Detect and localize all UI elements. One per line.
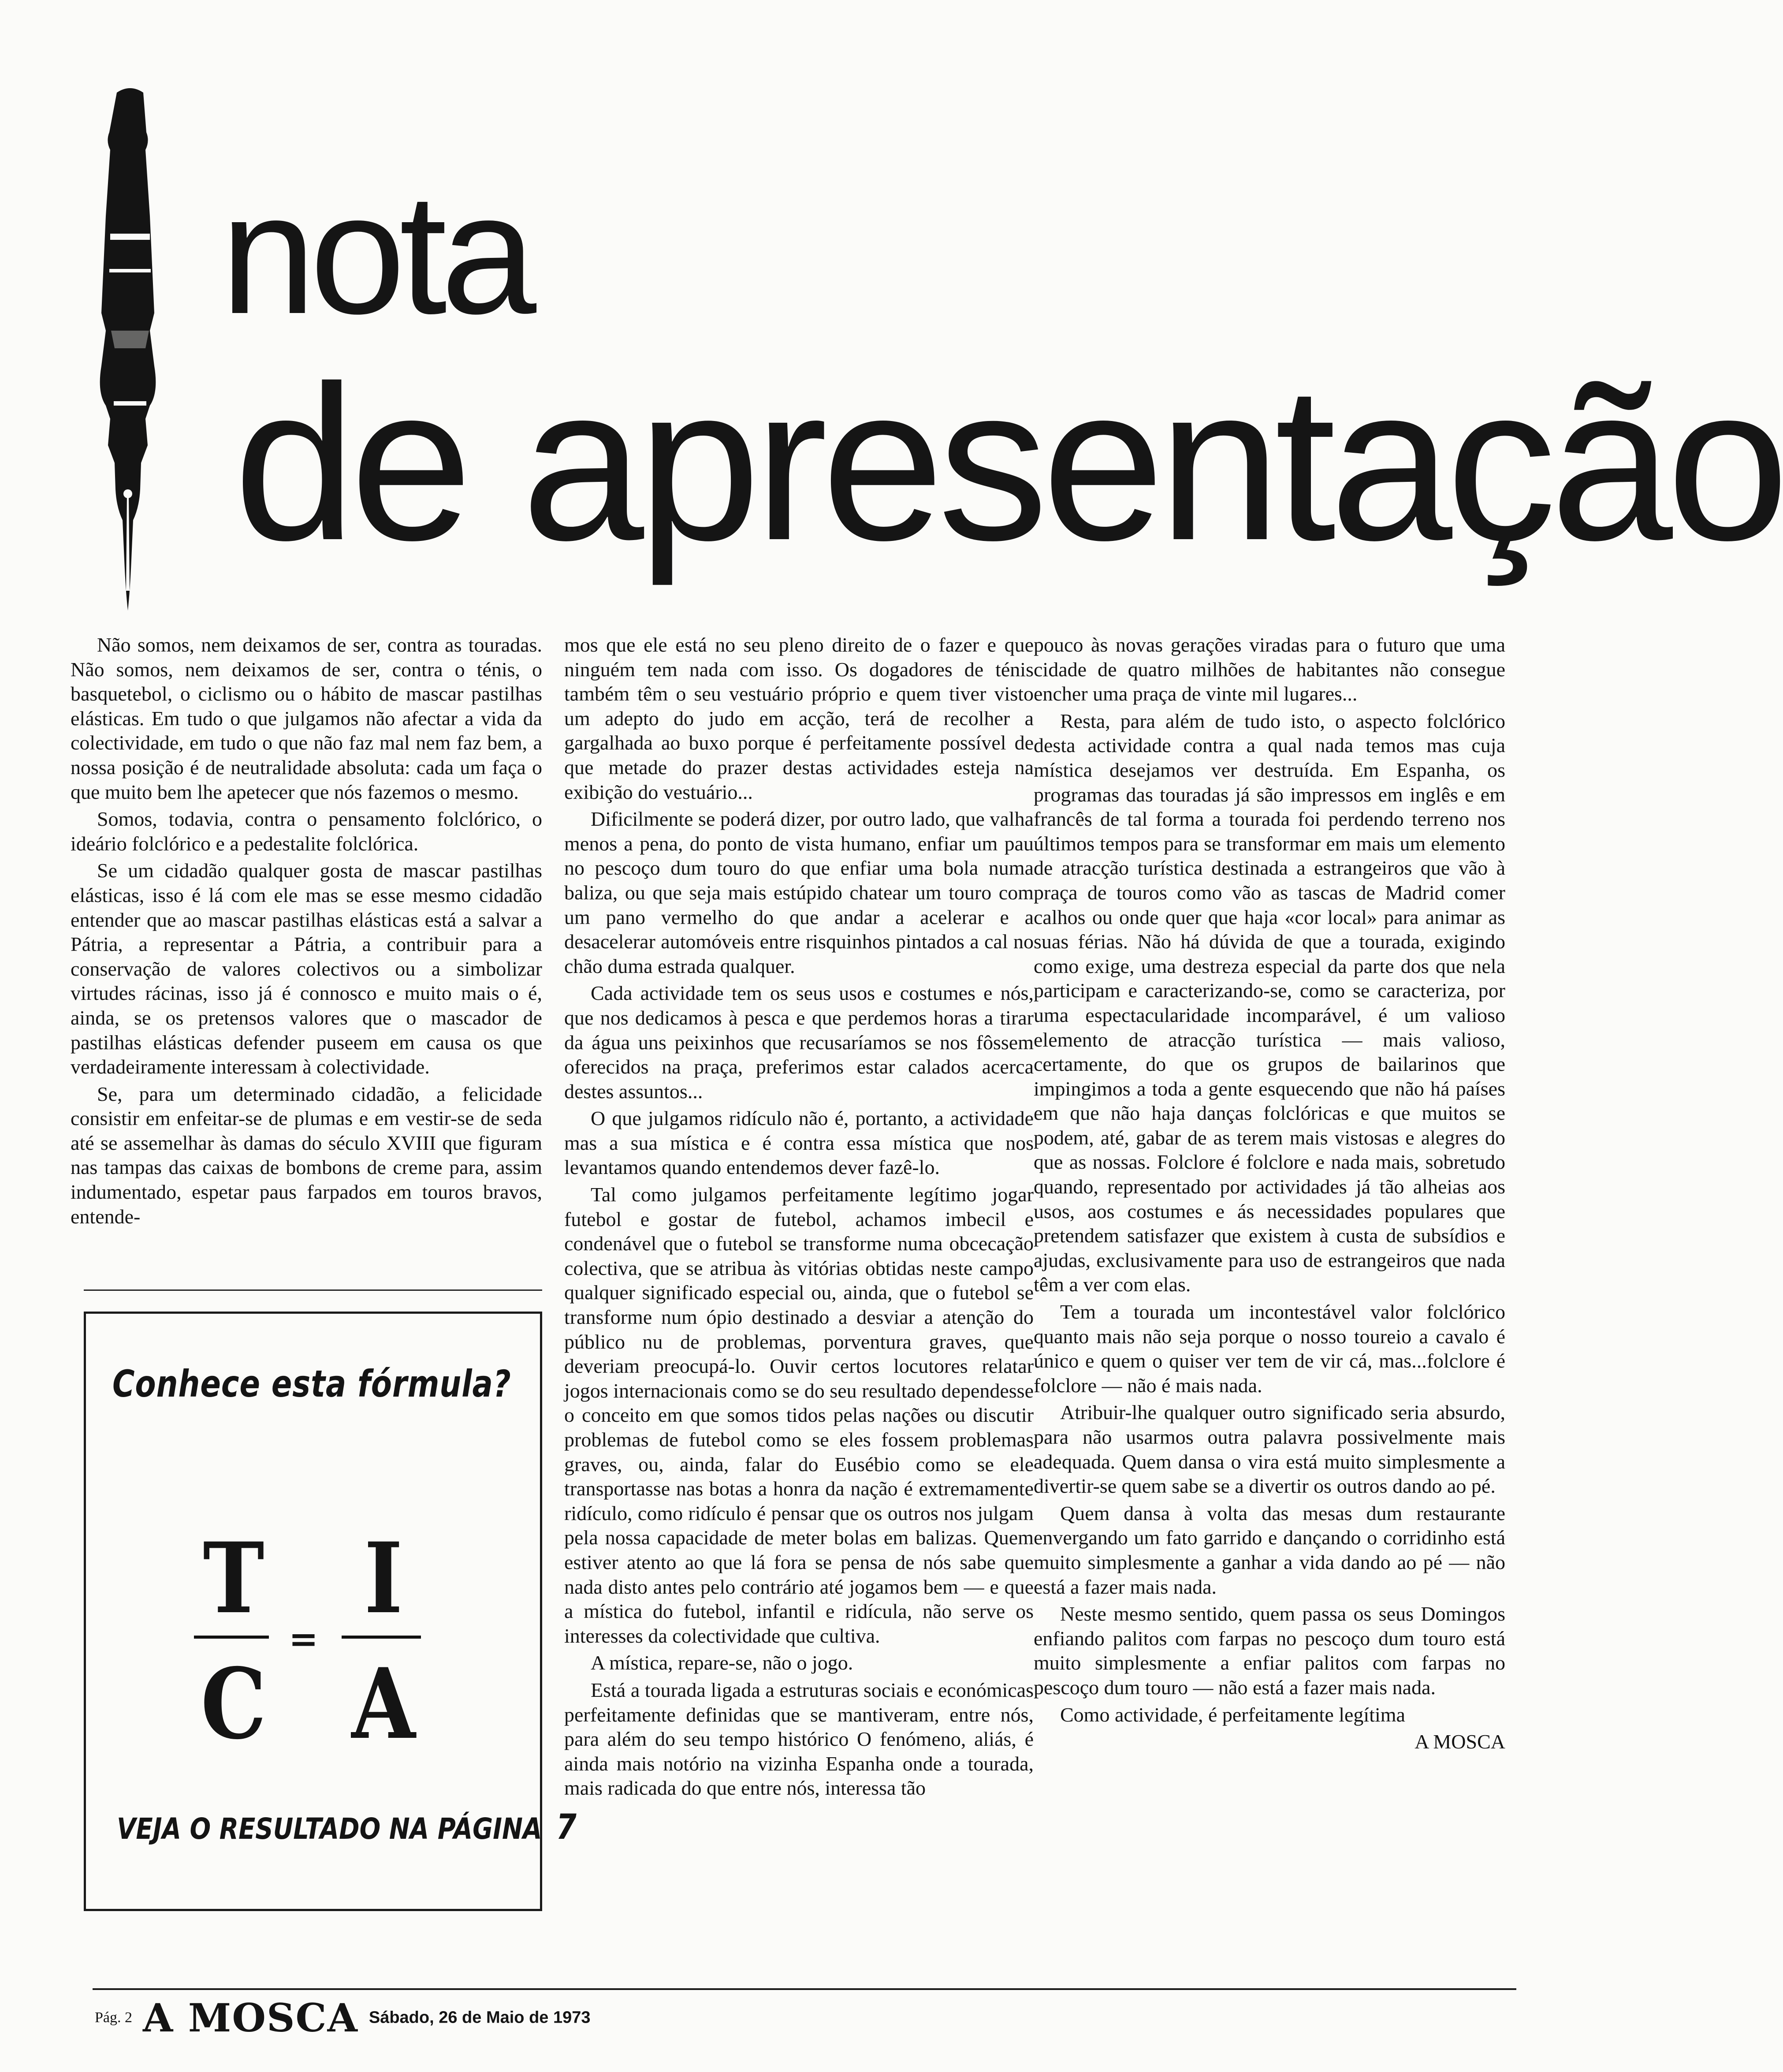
formula-numerator-left: T [203,1521,264,1635]
puzzle-question: Conhece esta fórmula? [112,1362,511,1405]
footer-rule [93,1988,1516,1990]
paragraph: Tal como julgamos perfeitamente legítimo jogar futebol e gostar de futebol, achamos imbecil e condenável que o futebol se transforme numa obcecação colectiva, que se atribua às vitórias obtidas neste campo qualquer significado especial ou, ainda, que o futebol se transforme num ópio destinado a desviar a atenção do público nu de problemas, porventura graves, que deveriam preocupá-lo. Ouvir certos locutores relatar jogos internacionais como se do seu resultado dependesse o conceito em que somos tidos pelas nações ou discutir problemas de futebol como se eles fossem problemas graves, ou, ainda, falar do Eusébio como se ele transportasse nas botas a honra da nação é extremamente ridículo, como ridículo é pensar que os outros nos julgam pela nossa capacidade de meter bolas em balizas. Quem estiver atento ao que lá fora se pensa de nós sabe que nada disto antes pelo contrário até jogamos bem — e que a mística do futebol, infantil e ridícula, não serve os interesses da colectividade que cultiva. [564,1183,1034,1647]
fraction-bar-right [342,1636,421,1639]
masthead-logo: A MOSCA [143,1995,358,2041]
paragraph: Atribuir-lhe qualquer outro significado seria absurdo, para não usarmos outra palavra possivelmente mais adequada. Quem dansa o vira está muito simplesmente a divertir-se quem sabe se a divertir os outros dando ao pé. [1034,1401,1505,1498]
paragraph: mos que ele está no seu pleno direito de o fazer e que ninguém tem nada com isso. Os dogadores de ténis também têm o seu vestuário próprio e quem tiver visto um adepto do judo em acção, terá de recolher a gargalhada ao buxo porque é perfeitamente possível de que metade do prazer destas actividades esteja na exibição do vestuário... [564,634,1034,803]
column-divider-rule [84,1289,542,1291]
page-footer [95,1995,591,2041]
article-column-3 [1034,633,1505,1757]
paragraph: Tem a tourada um incontestável valor folclórico quanto mais não seja porque o nosso toureio a cavalo é único e quem o quiser ver tem de vir cá, mas...folclore é folclore — não é mais nada. [1034,1301,1505,1397]
formula-denominator-right: A [351,1647,416,1761]
formula-numerator-right: I [364,1521,403,1635]
issue-date: Sábado, 26 de Maio de 1973 [369,2008,591,2027]
paragraph: Como actividade, é perfeitamente legítima [1060,1703,1405,1726]
paragraph: Neste mesmo sentido, quem passa os seus Domingos enfiando palitos com farpas no pescoço dum touro está muito simplesmente a enfiar palitos com farpas no pescoço dum touro — não está a fazer mais nada. [1034,1602,1505,1699]
formula-denominator-left: C [201,1647,267,1761]
paragraph: pouco às novas gerações viradas para o futuro que uma cidade de quatro milhões de habitantes não consegue encher uma praça de vinte mil lugares... [1034,634,1505,705]
answer-text: VEJA O RESULTADO NA PÁGINA [117,1812,542,1846]
answer-page-number: 7 [556,1807,577,1847]
fountain-pen-nib-illustration [84,84,176,617]
paragraph: Dificilmente se poderá dizer, por outro lado, que valha menos a pena, do ponto de vista humano, enfiar um pau no pescoço dum touro do que enfiar uma bola numa baliza, ou que seja mais estúpido chatear um touro com um pano vermelho do que andar a acelerar e a desacelerar automóveis entre risquinhos pintados a cal no chão duma estrada qualquer. [564,808,1034,977]
paragraph: Está a tourada ligada a estruturas sociais e económicas perfeitamente definidas que se mantiveram, entre nós, para além do seu tempo histórico O fenómeno, aliás, é ainda mais notório na vizinha Espanha onde a tourada, mais radicada do que entre nós, interessa tão [564,1678,1034,1800]
paragraph: Não somos, nem deixamos de ser, contra as touradas. Não somos, nem deixamos de ser, contra o ténis, o basquetebol, o ciclismo ou o hábito de mascar pastilhas elásticas. Em tudo o que julgamos não afectar a vida da colectividade, em tudo o que não faz mal nem faz bem, a nossa posição é de neutralidade absoluta: cada um faça o que muito bem lhe apetecer que nós fazemos o mesmo. [71,634,542,803]
headline-line-1: nota [220,157,531,350]
page-number: Pág. 2 [95,2009,132,2026]
paragraph: Quem dansa à volta das mesas dum restaurante envergando um fato garrido e dançando o corridinho está muito simplesmente a ganhar a vida dando ao pé — não está a fazer mais nada. [1034,1502,1505,1598]
headline-line-2: de apresentação [234,339,1783,586]
article-column-1 [71,633,542,1231]
signature: A MOSCA [1414,1730,1505,1753]
fraction-bar-left [194,1636,269,1639]
paragraph: Resta, para além de tudo isto, o aspecto folclórico desta actividade contra a qual nada temos mas cuja mística desejamos ver destruída. Em Espanha, os programas das touradas já são impressos em inglês e em francês de tal forma a tourada foi perdendo terreno nos últimos tempos para se transformar em mais um elemento de atracção turística destinada a estrangeiros que vão à praça de touros como vão as tascas de Madrid comer calhos ou onde quer que haja «cor local» para animar as suas férias. Não há dúvida de que a tourada, exigindo como exige, uma destreza especial da parte dos que nela participam e caracterizando-se, como se caracteriza, por uma espectacularidade incomparável, é um valioso elemento de atracção turística — mais valioso, certamente, do que os grupos de bailarinos que impingimos a toda a gente esquecendo que não há países em que não haja danças folclóricas e que muitos se podem, até, gabar de as terem mais vistosas e alegres do que as nossas. Folclore é folclore e nada mais, sobretudo quando, representado por actividades já tão alheias aos usos, aos costumes e ás necessidades populares que pretendem satisfazer que existem à custa de subsídios e ajudas, exclusivamente para uso de estrangeiros que nada têm a ver com elas. [1034,709,1505,1296]
paragraph: O que julgamos ridículo não é, portanto, a actividade mas a sua mística e é contra essa mística que nos levantamos quando entendemos dever fazê-lo. [564,1107,1034,1179]
paragraph: Somos, todavia, contra o pensamento folclórico, o ideário folclórico e a pedestalite folclórica. [71,808,542,855]
article-column-2 [564,633,1034,1803]
paragraph: Se, para um determinado cidadão, a felicidade consistir em enfeitar-se de plumas e em vestir-se de seda até se assemelhar às damas do século XVIII que figuram nas tampas das caixas de bombons de creme para, assim indumentado, espetar paus farpados em touros bravos, entende- [71,1082,542,1228]
paragraph: Cada actividade tem os seus usos e costumes e nós, que nos dedicamos à pesca e que perdemos horas a tirar da água uns peixinhos que recusaríamos se nos fôssem oferecidos na praça, preferimos estar calados acerca destes assuntos... [564,982,1034,1103]
puzzle-answer-pointer [117,1807,577,1847]
paragraph: Se um cidadão qualquer gosta de mascar pastilhas elásticas, isso é lá com ele mas se esse mesmo cidadão entender que ao mascar pastilhas elásticas está a salvar a Pátria, a representar a Pátria, a contribuir para a conservação de valores colectivos ou a simbolizar virtudes rácinas, isso já é connosco e muito mais o é, ainda, se os pretensos valores que o mascador de pastilhas elásticas defender puseem em causa os que verdadeiramente interessam à colectividade. [71,859,542,1078]
formula-puzzle-box [84,1312,577,1911]
equals-sign: = [289,1618,319,1659]
paragraph: A mística, repare-se, não o jogo. [591,1651,853,1674]
